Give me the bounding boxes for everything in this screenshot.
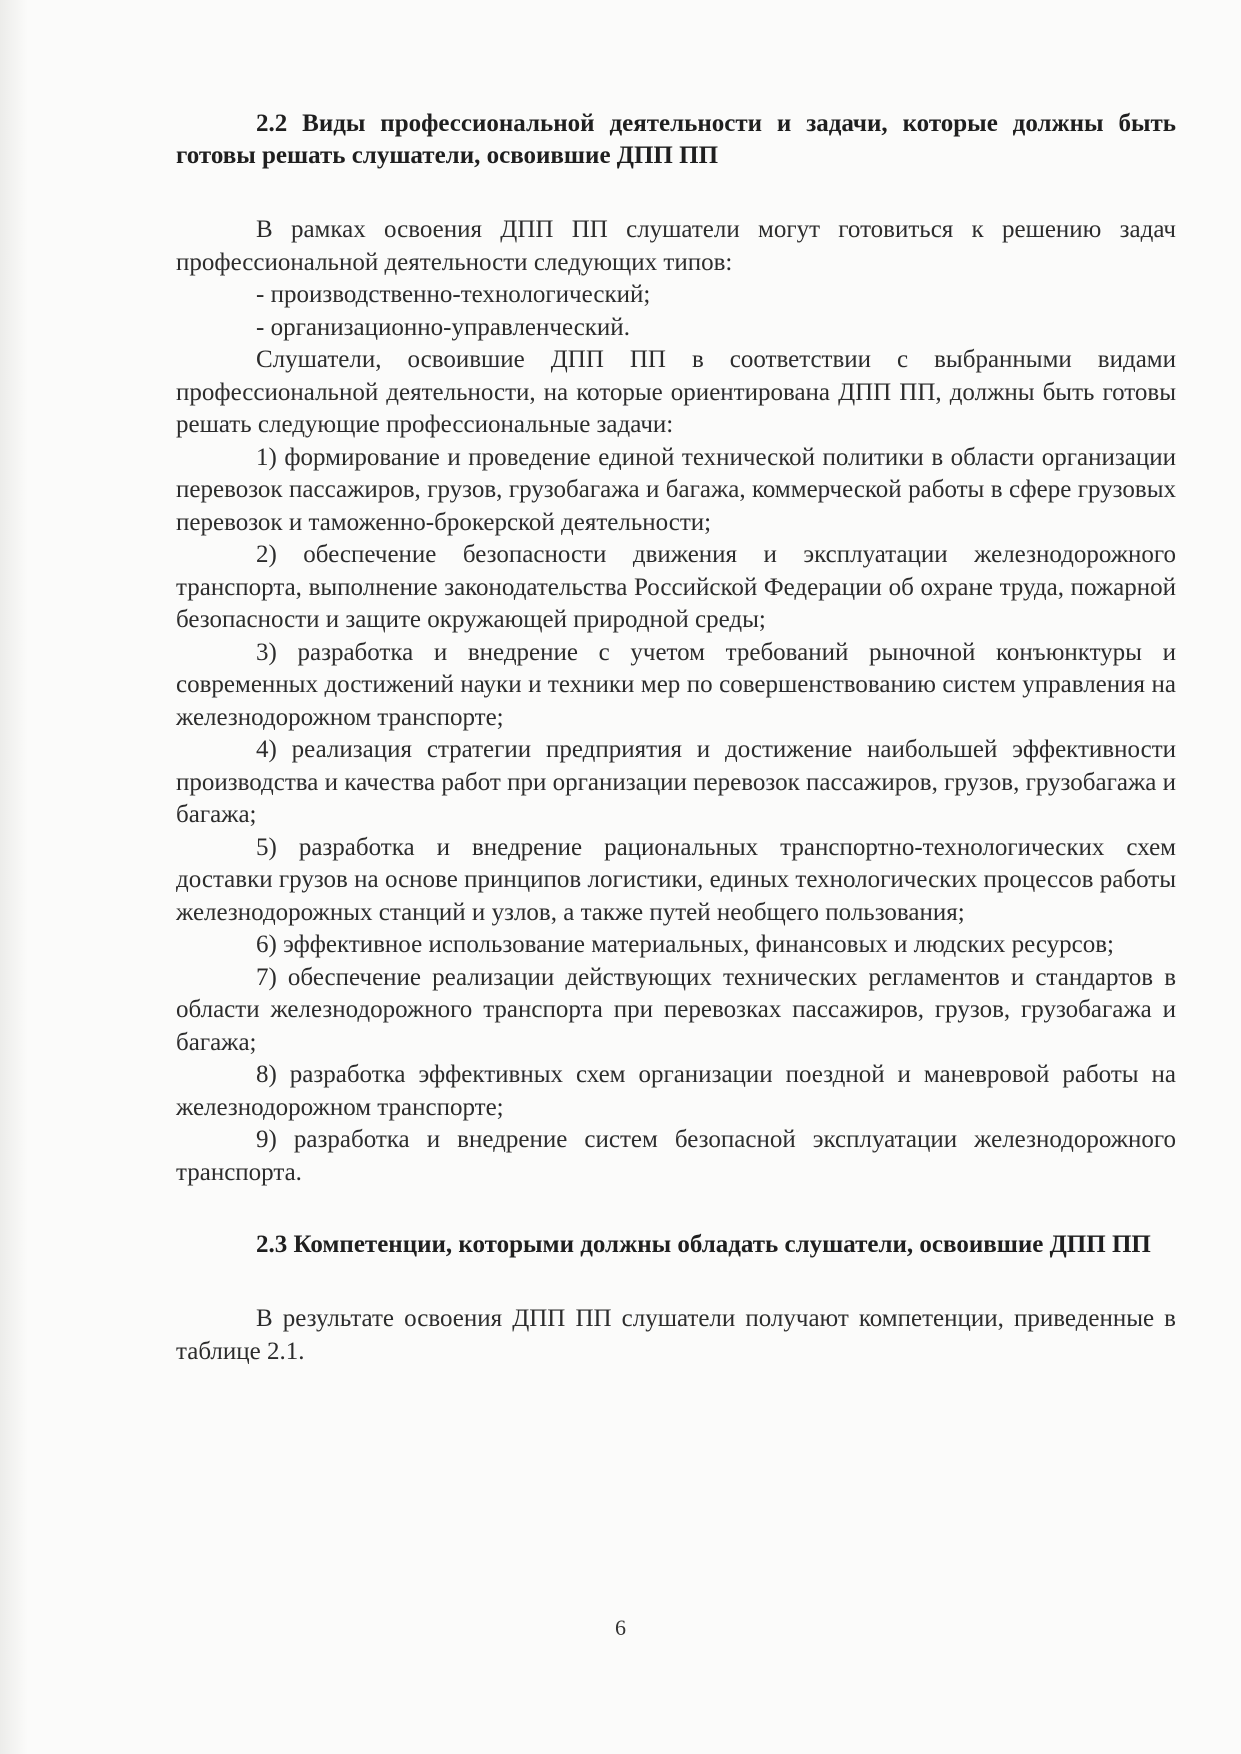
task-item: 7) обеспечение реализации действующих технических регламентов и стандартов в области железнодорожного транспорта при перевозках пассажиров, грузов, грузобагажа и багажа; <box>176 963 1176 1056</box>
section-2-3-heading: 2.3 Компетенции, которыми должны обладать слушатели, освоившие ДПП ПП <box>256 1231 1151 1258</box>
activity-type-item: - организационно-управленческий. <box>256 313 630 341</box>
activity-type-item: - производственно-технологический; <box>256 281 651 308</box>
task-item: 3) разработка и внедрение с учетом требований рыночной конъюнктуры и современных достижений науки и техники мер по совершенствованию систем управления на железнодорожном транспорте; <box>176 638 1176 731</box>
intro-paragraph: В рамках освоения ДПП ПП слушатели могут готовиться к решению задач профессиональной деятельности следующих типов: <box>176 216 1176 276</box>
document-page <box>176 108 1176 1368</box>
competencies-paragraph: В результате освоения ДПП ПП слушатели получают компетенции, приведенные в таблице 2.1. <box>176 1305 1176 1365</box>
task-item: 4) реализация стратегии предприятия и достижение наибольшей эффективности производства и качества работ при организации перевозок пассажиров, грузов, грузобагажа и багажа; <box>176 736 1176 828</box>
section-2-3-body <box>176 1303 1176 1368</box>
section-2-2-heading: 2.2 Виды профессиональной деятельности и задачи, которые должны быть готовы решать слушатели, освоившие ДПП ПП <box>176 110 1176 169</box>
task-item: 5) разработка и внедрение рациональных транспортно-технологических схем доставки грузов на основе принципов логистики, единых технологических процессов работы железнодорожных станций и узлов, а также путей необщего пользования; <box>176 833 1176 926</box>
task-item: 2) обеспечение безопасности движения и эксплуатации железнодорожного транспорта, выполнение законодательства Российской Федерации об охране труда, пожарной безопасности и защите окружающей природной среды; <box>176 541 1176 633</box>
task-item: 6) эффективное использование материальных, финансовых и людских ресурсов; <box>256 931 1114 958</box>
task-item: 1) формирование и проведение единой технической политики в области организации перевозок пассажиров, грузов, грузобагажа и багажа, коммерческой работы в сфере грузовых перевозок и таможенно-брокерской деятельности; <box>176 443 1176 536</box>
tasks-intro-paragraph: Слушатели, освоившие ДПП ПП в соответствии с выбранными видами профессиональной деятельности, на которые ориентирована ДПП ПП, должны быть готовы решать следующие профессиональные задачи: <box>176 346 1176 438</box>
task-item: 8) разработка эффективных схем организации поездной и маневровой работы на железнодорожном транспорте; <box>176 1061 1176 1121</box>
section-2-2-body <box>176 214 1176 1189</box>
page-number: 6 <box>615 1615 626 1640</box>
task-item: 9) разработка и внедрение систем безопасной эксплуатации железнодорожного транспорта. <box>176 1126 1176 1186</box>
scan-edge-shadow <box>0 0 28 1754</box>
